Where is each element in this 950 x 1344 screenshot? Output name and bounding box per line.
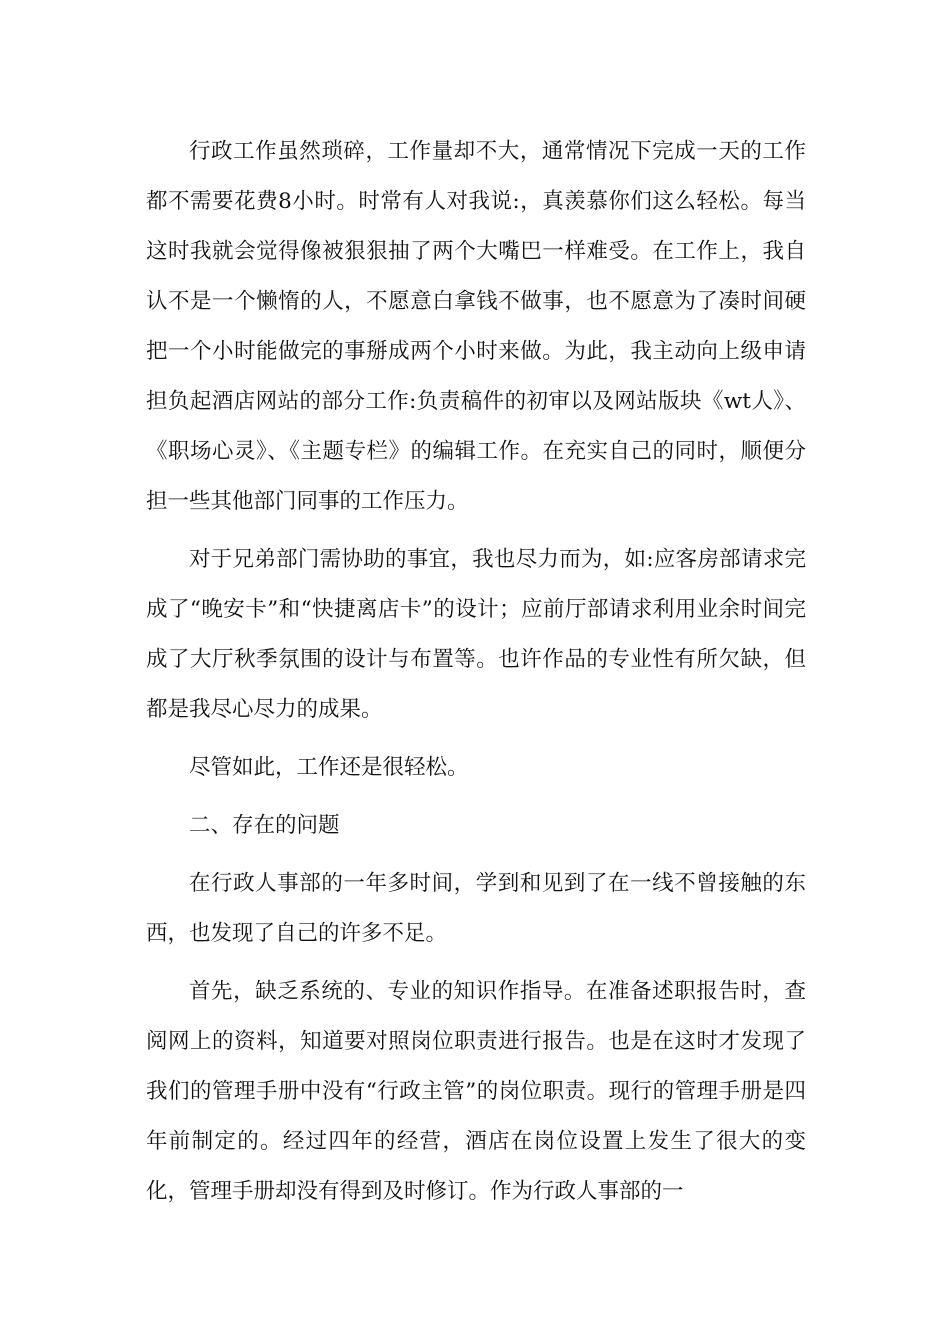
document-body <box>146 127 806 1225</box>
paragraph-still-easy: 尽管如此，工作还是很轻松。 <box>189 755 469 780</box>
paragraph-assistance: 对于兄弟部门需协助的事宜，我也尽力而为，如:应客房部请求完成了“晚安卡”和“快捷离店卡”的设计；应前厅部请求利用业余时间完成了大厅秋季氛围的设计与布置等。也许作品的专业性有所欠缺，但都是我尽心尽力的成果。 <box>146 547 806 722</box>
paragraph-workload: 行政工作虽然琐碎，工作量却不大，通常情况下完成一天的工作都不需要花费8小时。时常有人对我说:，真羡慕你们这么轻松。每当这时我就会觉得像被狠狠抽了两个大嘴巴一样难受。在工作上，我自认不是一个懒惰的人，不愿意白拿钱不做事，也不愿意为了凑时间硬把一个小时能做完的事掰成两个小时来做。为此，我主动向上级申请担负起酒店网站的部分工作:负责稿件的初审以及网站版块《wt人》、《职场心灵》、《主题专栏》的编辑工作。在充实自己的同时，顺便分担一些其他部门同事的工作压力。 <box>146 139 806 514</box>
paragraph-shortcomings: 在行政人事部的一年多时间，学到和见到了在一线不曾接触的东西，也发现了自己的许多不足。 <box>146 871 806 946</box>
section-heading-problems: 二、存在的问题 <box>189 813 340 838</box>
paragraph-first-issue: 首先，缺乏系统的、专业的知识作指导。在准备述职报告时，查阅网上的资料，知道要对照岗位职责进行报告。也是在这时才发现了我们的管理手册中没有“行政主管”的岗位职责。现行的管理手册是四年前制定的。经过四年的经营，酒店在岗位设置上发生了很大的变化，管理手册却没有得到及时修订。作为行政人事部的一 <box>146 979 806 1204</box>
